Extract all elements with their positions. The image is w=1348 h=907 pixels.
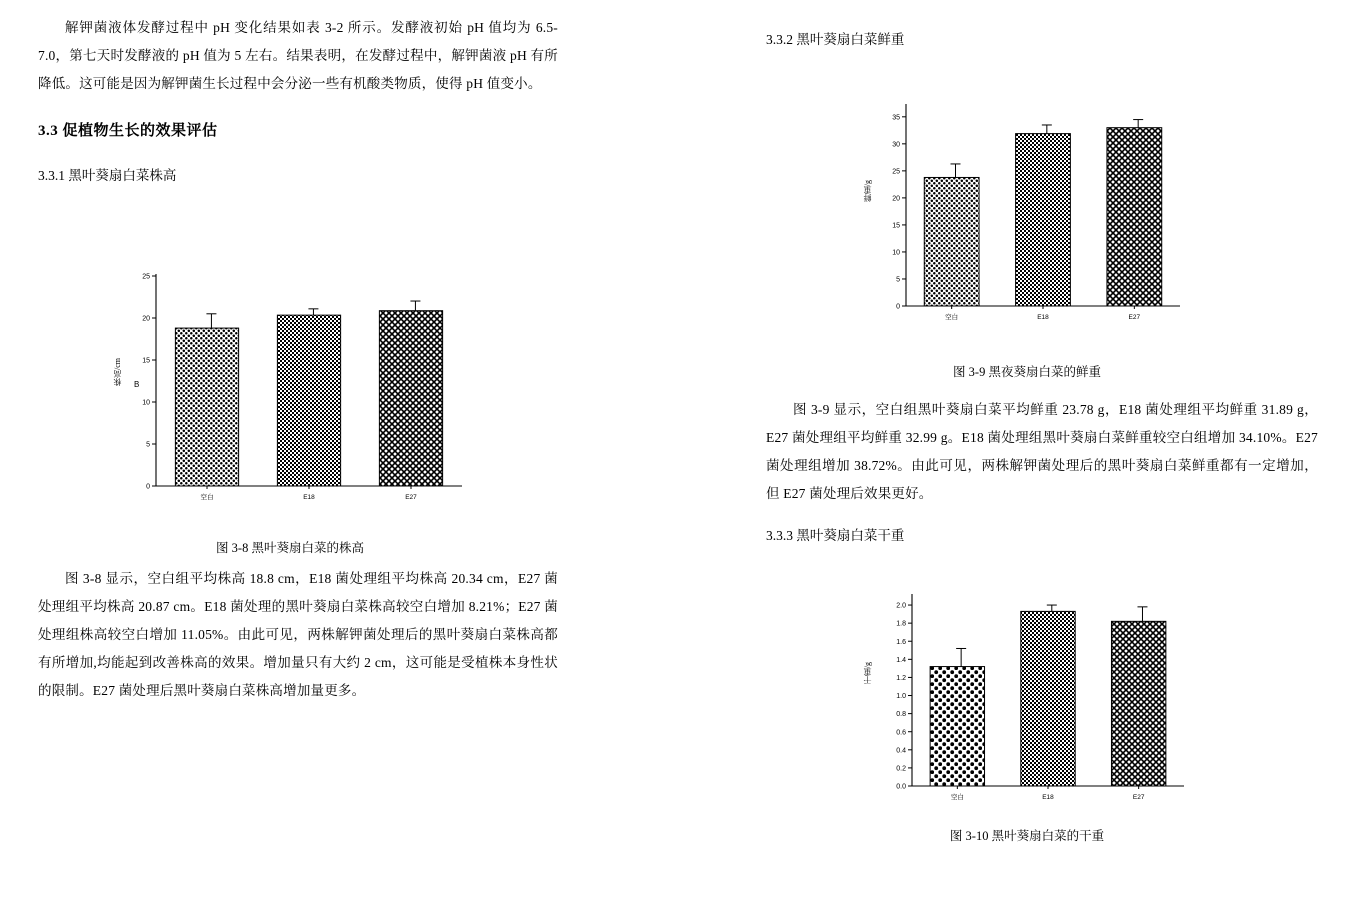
svg-text:15: 15 bbox=[892, 222, 900, 230]
figure-3-9-caption: 图 3-9 黑夜葵扇白菜的鲜重 bbox=[953, 365, 1101, 379]
figure-3-9-y-axis-label: 鲜重/g bbox=[863, 180, 872, 203]
svg-text:1.4: 1.4 bbox=[896, 656, 906, 664]
section-heading-3-3: 3.3 促植物生长的效果评估 bbox=[38, 123, 218, 139]
svg-text:25: 25 bbox=[892, 168, 900, 176]
svg-text:0.0: 0.0 bbox=[896, 783, 906, 791]
svg-text:20: 20 bbox=[142, 315, 150, 323]
left-column bbox=[38, 14, 558, 186]
figure-3-9-analysis-wrap bbox=[766, 396, 1318, 508]
figure-3-10-caption: 图 3-10 黑叶葵扇白菜的干重 bbox=[949, 829, 1105, 843]
figure-3-8-y-axis-label: 株高/cm bbox=[113, 358, 122, 386]
figure-3-8-chart bbox=[110, 262, 470, 512]
subsection-heading-3-3-1: 3.3.1 黑叶葵扇白菜株高 bbox=[38, 168, 177, 183]
figure-3-10-plot-area bbox=[862, 582, 1202, 812]
svg-text:10: 10 bbox=[142, 399, 150, 407]
svg-text:1.0: 1.0 bbox=[896, 693, 906, 701]
svg-text:35: 35 bbox=[892, 114, 900, 122]
subsection-heading-3-3-2: 3.3.2 黑叶葵扇白菜鲜重 bbox=[766, 32, 905, 47]
svg-text:10: 10 bbox=[892, 249, 900, 257]
svg-text:2.0: 2.0 bbox=[896, 602, 906, 610]
svg-text:E27: E27 bbox=[1128, 314, 1141, 321]
figure-3-10-chart bbox=[862, 582, 1202, 812]
svg-text:E18: E18 bbox=[1042, 794, 1054, 801]
svg-text:1.8: 1.8 bbox=[896, 620, 906, 628]
figure-3-8-panel-letter: B bbox=[134, 380, 140, 389]
svg-text:0.2: 0.2 bbox=[896, 765, 906, 773]
subsection-heading-3-3-3: 3.3.3 黑叶葵扇白菜干重 bbox=[766, 528, 905, 543]
svg-text:0.6: 0.6 bbox=[896, 729, 906, 737]
svg-text:空白: 空白 bbox=[200, 494, 214, 501]
svg-text:E27: E27 bbox=[1132, 794, 1145, 801]
svg-text:空白: 空白 bbox=[950, 794, 964, 801]
svg-text:5: 5 bbox=[146, 441, 150, 449]
figure-3-9-plot-area bbox=[858, 92, 1198, 332]
svg-text:30: 30 bbox=[892, 141, 900, 149]
svg-text:15: 15 bbox=[142, 357, 150, 365]
svg-text:20: 20 bbox=[892, 195, 900, 203]
svg-text:1.6: 1.6 bbox=[896, 638, 906, 646]
figure-3-9-chart bbox=[858, 92, 1198, 332]
svg-text:0: 0 bbox=[146, 483, 150, 491]
svg-text:25: 25 bbox=[142, 273, 150, 281]
figure-3-9-svg bbox=[858, 92, 1188, 332]
figure-3-10-y-axis-label: 干重/g bbox=[863, 662, 872, 685]
svg-text:E18: E18 bbox=[1037, 314, 1049, 321]
intro-paragraph: 解钾菌液体发酵过程中 pH 变化结果如表 3-2 所示。发酵液初始 pH 值均为 6.5-7.0，第七天时发酵液的 pH 值为 5 左右。结果表明，在发酵过程中，解钾菌液 pH 有所降低。这可能是因为解钾菌生长过程中会分泌一些有机酸类物质，使得 pH 值变小。 bbox=[38, 20, 558, 91]
figure-3-9-analysis-paragraph: 图 3-9 显示，空白组黑叶葵扇白菜平均鲜重 23.78 g，E18 菌处理组平均鲜重 31.89 g，E27 菌处理组平均鲜重 32.99 g。E18 菌处理组黑叶葵扇白菜鲜重较空白组增加 34.10%。E27 菌处理组增加 38.72%。由此可见，两株解钾菌处理后的黑叶葵扇白菜鲜重都有一定增加，但 E27 菌处理后效果更好。 bbox=[766, 402, 1318, 501]
figure-3-8-caption-wrap bbox=[110, 538, 470, 558]
svg-text:E18: E18 bbox=[303, 494, 315, 501]
figure-3-8-analysis-paragraph: 图 3-8 显示，空白组平均株高 18.8 cm，E18 菌处理组平均株高 20.34 cm，E27 菌处理组平均株高 20.87 cm。E18 菌处理的黑叶葵扇白菜株高较空白增加 8.21%；E27 菌处理组株高较空白增加 11.05%。由此可见，两株解钾菌处理后的黑叶葵扇白菜株高都有所增加,均能起到改善株高的效果。增加量只有大约 2 cm，这可能是受植株本身性状的限制。E27 菌处理后黑叶葵扇白菜株高增加量更多。 bbox=[38, 571, 558, 698]
figure-3-8-analysis-wrap bbox=[38, 565, 558, 705]
figure-3-8-plot-area bbox=[110, 262, 470, 512]
svg-text:0: 0 bbox=[896, 303, 900, 311]
svg-text:0.8: 0.8 bbox=[896, 711, 906, 719]
figure-3-8-svg bbox=[110, 262, 470, 512]
svg-text:5: 5 bbox=[896, 276, 900, 284]
svg-text:空白: 空白 bbox=[945, 314, 959, 321]
svg-text:E27: E27 bbox=[405, 494, 417, 501]
figure-3-10-svg bbox=[862, 582, 1192, 812]
figure-3-8-caption: 图 3-8 黑叶葵扇白菜的株高 bbox=[216, 541, 364, 555]
figure-3-10-caption-wrap bbox=[852, 826, 1202, 846]
figure-3-9-caption-wrap bbox=[852, 362, 1202, 382]
svg-text:0.4: 0.4 bbox=[896, 747, 906, 755]
svg-text:1.2: 1.2 bbox=[896, 675, 906, 683]
